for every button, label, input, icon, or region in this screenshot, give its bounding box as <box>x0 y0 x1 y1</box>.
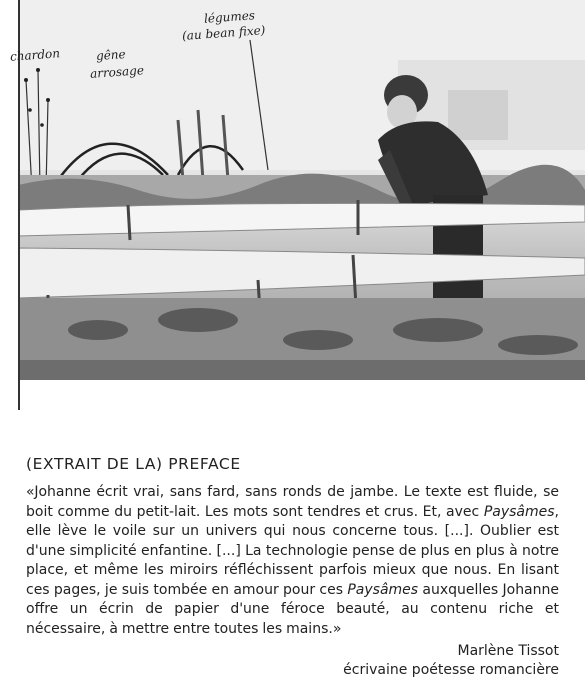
annotation-au-bean-fixe: (au bean fixe) <box>181 23 266 43</box>
annotation-chardon: chardon <box>9 46 61 64</box>
annotation-gene: gêne <box>95 46 127 64</box>
preface-body <box>26 483 559 639</box>
book-title-italic: Paysâmes <box>483 503 555 520</box>
preface-author-role: écrivaine poétesse romancière <box>343 662 559 678</box>
preface-text-part: «Johanne écrit vrai, sans fard, sans ronds de jambe. Le texte est fluide, se boit comme du petit-lait. Les mots sont tendres et crus. Et, avec <box>26 484 559 520</box>
preface-text-part: , elle lève le voile sur un univers qui nous concerne tous. [...]. Oublier est d'une simplicité enfantine. [...] La technologie pense de plus en plus à notre place, et même les miroirs réfléchissent parfois mieux que nous. En lisant ces pages, je suis tombée en amour pour ces <box>26 503 559 598</box>
book-title-italic: Paysâmes <box>347 581 419 598</box>
preface-text-part: auxquelles Johanne offre un écrin de papier d'une féroce beauté, au contenu riche et nécessaire, à mettre entre toutes les mains.» <box>26 581 559 637</box>
preface-heading: (EXTRAIT DE LA) PREFACE <box>26 455 241 473</box>
annotation-legumes: légumes <box>203 8 256 26</box>
annotation-arrosage: arrosage <box>89 63 145 81</box>
preface-author: Marlène Tissot <box>457 643 559 659</box>
